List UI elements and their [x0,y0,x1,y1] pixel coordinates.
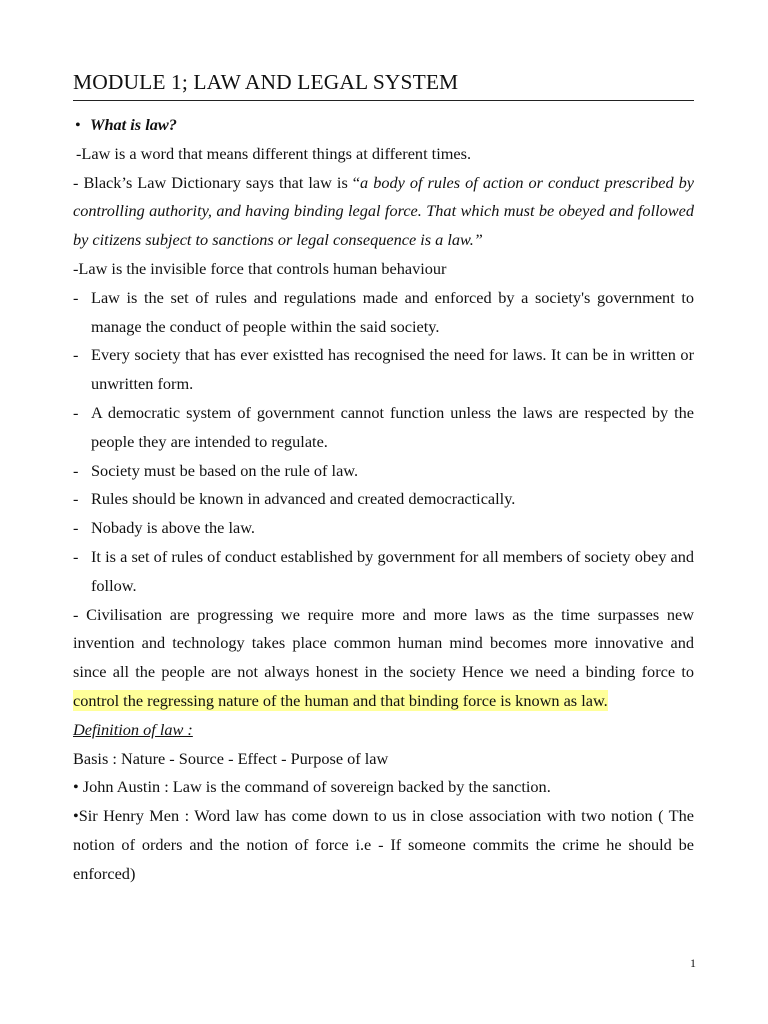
question-heading [73,111,694,140]
henry-definition: •Sir Henry Men : Word law has come down to us in close association with two notion ( The notion of orders and the notion of force i.e - If someone commits the crime he should be enforced) [73,806,694,883]
list-item-text: Nobady is above the law. [91,518,255,538]
list-item-text: Every society that has ever existted has recognised the need for laws. It can be in written or unwritten form. [91,345,694,394]
dash-marker: - [73,489,79,509]
highlighted-text: control the regressing nature of the human and that binding force is known as law. [73,690,608,710]
list-item-text: It is a set of rules of conduct established by government for all members of society obey and follow. [91,546,694,595]
dash-marker: - [73,546,79,566]
list-item [73,514,694,543]
question-text: What is law? [90,115,177,134]
blacks-definition [73,169,694,255]
blacks-lead: - Black’s Law Dictionary says that law is “ [73,172,361,192]
dash-marker: - [73,287,79,307]
bullet-icon: • [75,115,81,134]
civilisation-text: - Civilisation are progressing we require more and more laws as the time surpasses new invention and technology takes place common human mind becomes more innovative and since all the people are not always honest in the society Hence we need a binding force to [73,604,694,682]
list-item [73,457,694,486]
list-item [73,543,694,601]
blacks-quote: a body of rules of action or conduct prescribed by controlling authority, and having binding legal force. That which must be obeyed and followed by citizens subject to sanctions or legal consequence is a law.” [73,172,695,250]
list-item [73,485,694,514]
definition-heading-text: Definition of law : [73,719,193,739]
page-number: 1 [690,956,696,970]
dash-marker: - [73,518,79,538]
invisible-force-line: -Law is the invisible force that controls human behaviour [73,258,447,278]
intro-line: -Law is a word that means different things at different times. [76,143,472,163]
list-item-text: A democratic system of government cannot function unless the laws are respected by the people they are intended to regulate. [91,402,694,451]
title-underline [73,100,694,101]
dash-marker: - [73,402,79,422]
dash-list [73,284,694,601]
dash-marker: - [73,345,79,365]
document-body [73,111,694,889]
basis-line: Basis : Nature - Source - Effect - Purpose of law [73,748,389,768]
list-item [73,341,694,399]
civilisation-paragraph [73,601,694,716]
list-item [73,284,694,342]
austin-definition: • John Austin : Law is the command of sovereign backed by the sanction. [73,777,551,797]
list-item-text: Society must be based on the rule of law. [91,460,359,480]
definition-heading [73,716,694,745]
list-item [73,399,694,457]
dash-marker: - [73,460,79,480]
page-title: MODULE 1; LAW AND LEGAL SYSTEM [73,70,459,94]
list-item-text: Rules should be known in advanced and created democractically. [91,489,516,509]
list-item-text: Law is the set of rules and regulations made and enforced by a society's government to manage the conduct of people within the said society. [91,287,694,336]
